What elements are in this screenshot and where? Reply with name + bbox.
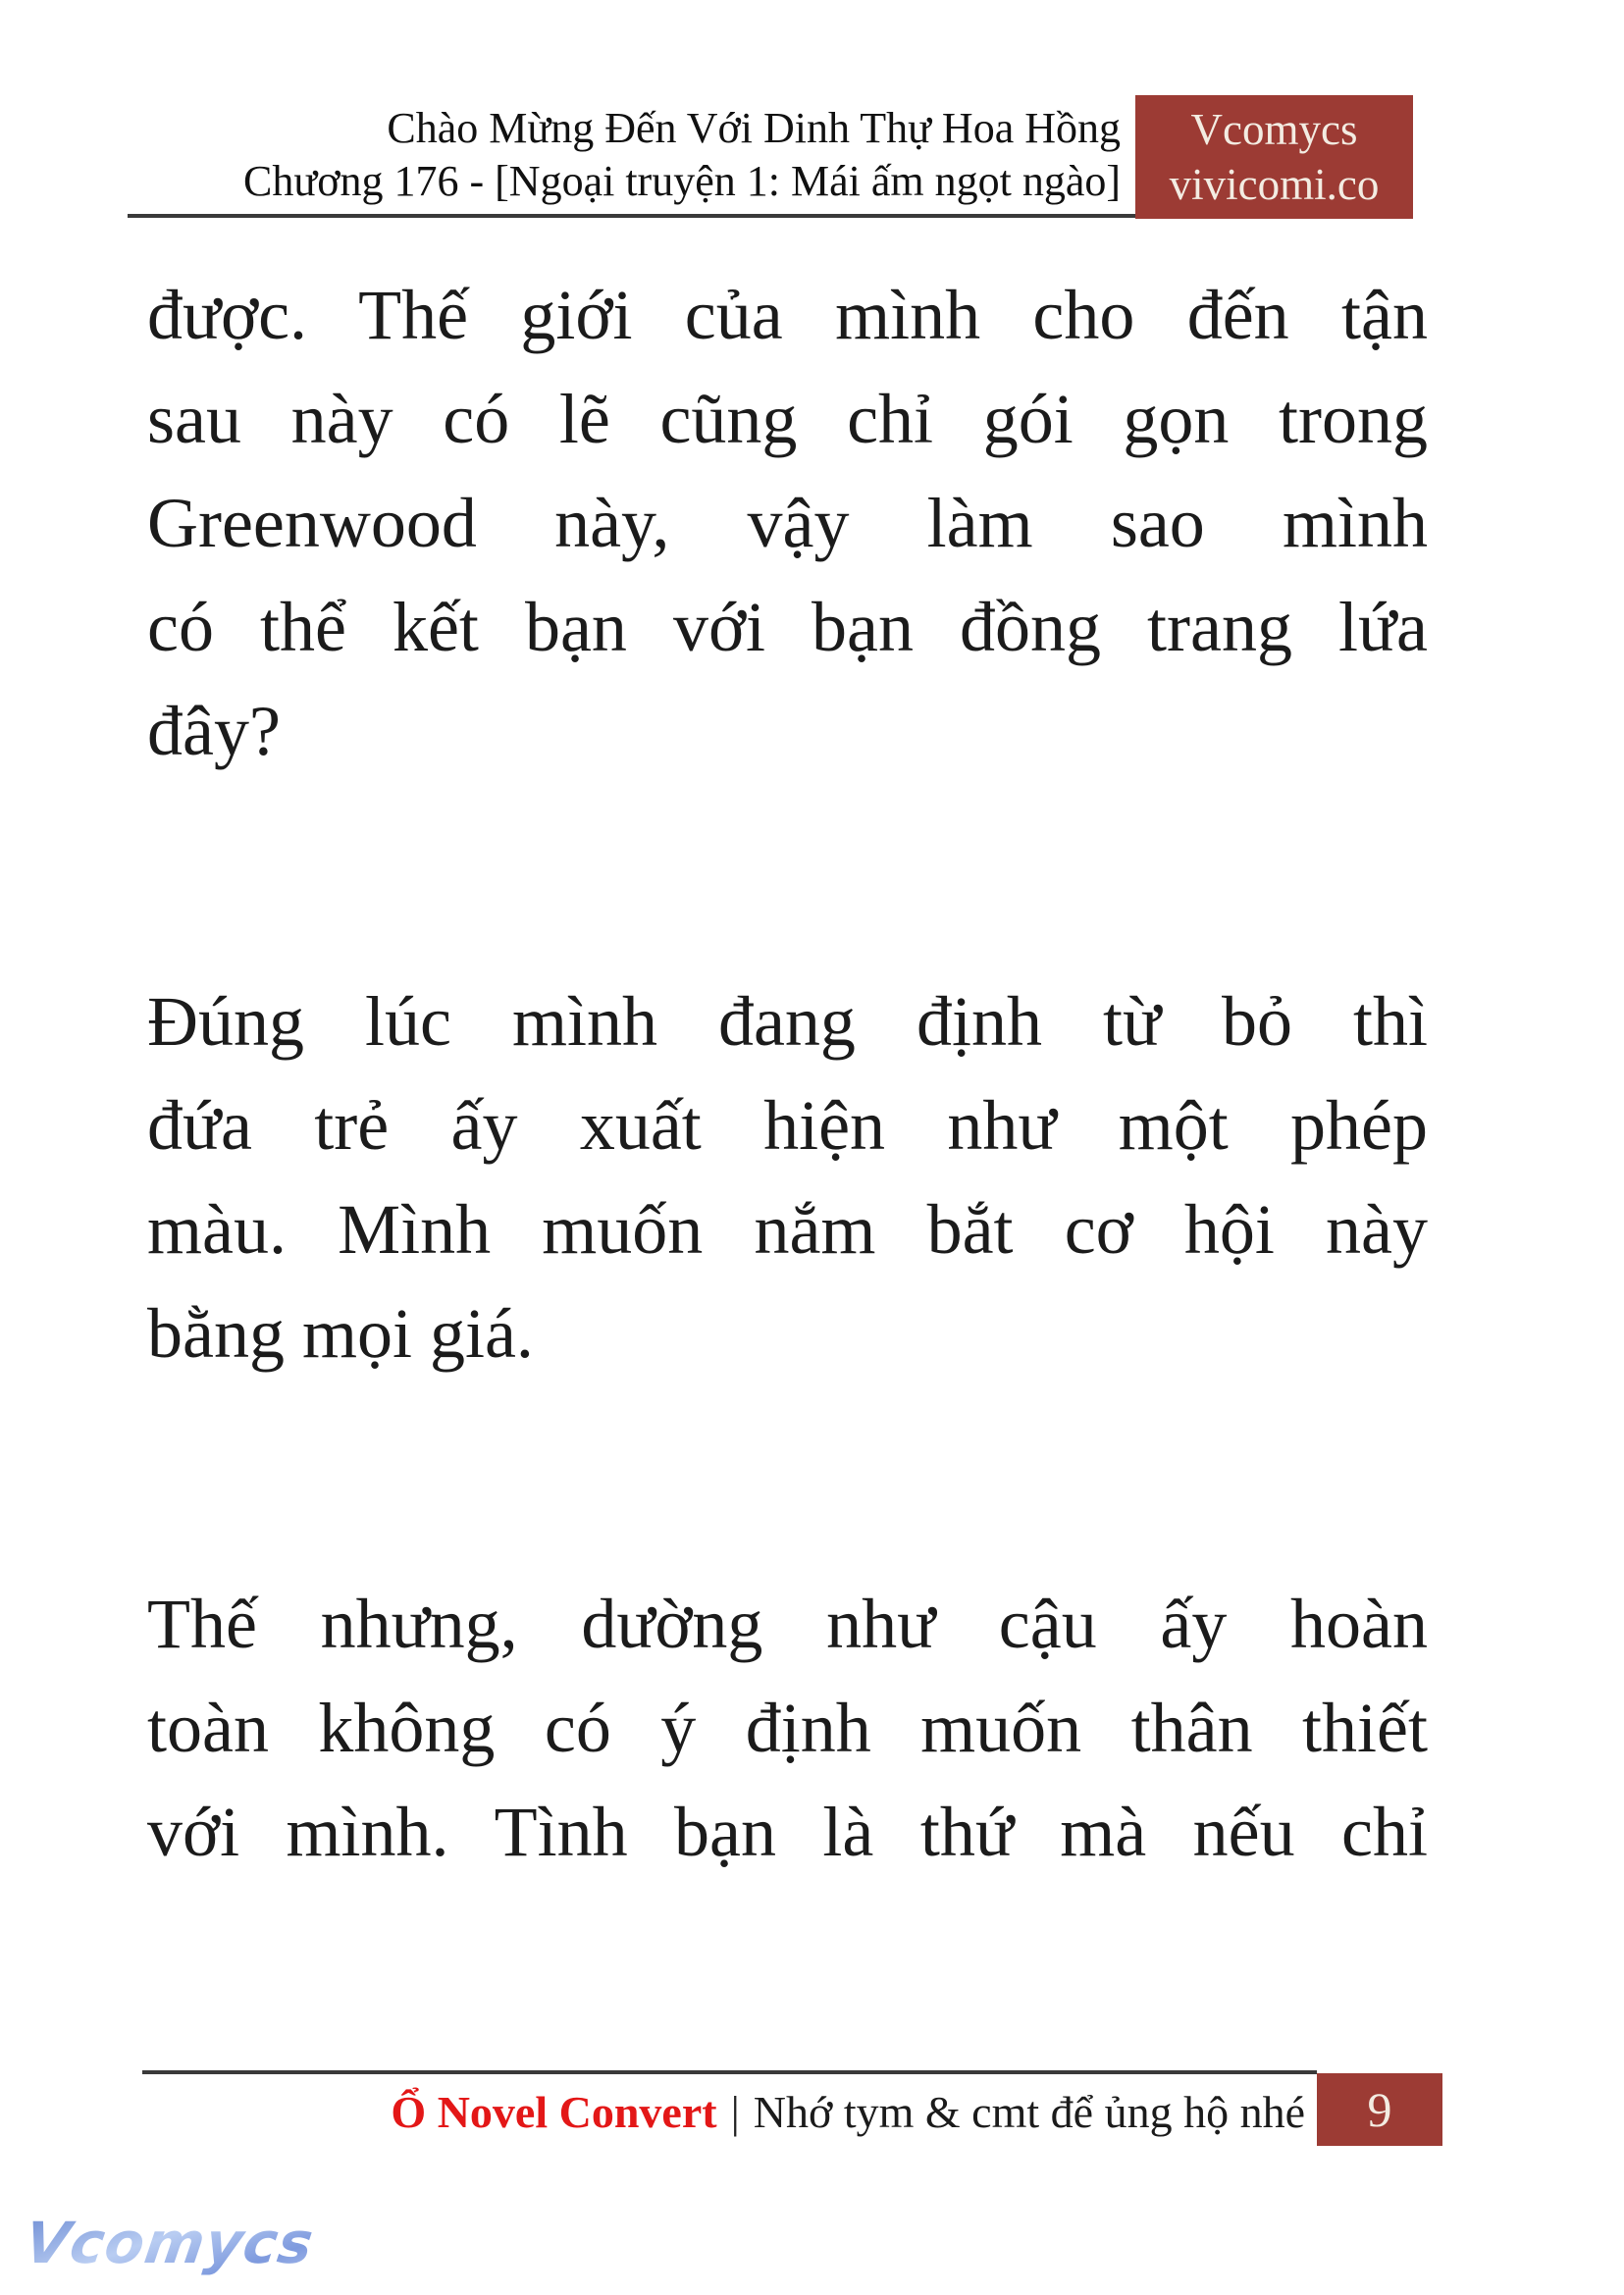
footer-note: Nhớ tym & cmt để ủng hộ nhé — [753, 2087, 1305, 2137]
body-line: có thể kết bạn với bạn đồng trang lứa — [147, 588, 1428, 666]
body-line: với mình. Tình bạn là thứ mà nếu chỉ — [147, 1793, 1428, 1871]
body-line: Đúng lúc mình đang định từ bỏ thì — [147, 982, 1428, 1061]
footer-brand: Ổ Novel Convert — [391, 2087, 717, 2137]
vcomycs-logo: Vcomycs — [21, 2210, 319, 2276]
footer-divider — [142, 2070, 1317, 2074]
body-line: sau này có lẽ cũng chỉ gói gọn trong — [147, 380, 1428, 458]
body-text — [147, 263, 1428, 1884]
paragraph — [147, 969, 1428, 1385]
page-number: 9 — [1367, 2082, 1392, 2137]
header-brand-box — [1135, 95, 1413, 219]
brand-site: vivicomi.co — [1169, 160, 1380, 209]
header-divider — [128, 214, 1135, 218]
body-line: màu. Mình muốn nắm bắt cơ hội này — [147, 1190, 1428, 1269]
brand-name: Vcomycs — [1190, 105, 1358, 154]
body-line: đây? — [147, 692, 281, 770]
page-number-badge — [1317, 2073, 1442, 2146]
chapter-header — [128, 102, 1121, 208]
body-line: toàn không có ý định muốn thân thiết — [147, 1689, 1428, 1767]
body-line: được. Thế giới của mình cho đến tận — [147, 276, 1428, 354]
paragraph — [147, 1572, 1428, 1884]
book-title: Chào Mừng Đến Với Dinh Thự Hoa Hồng — [387, 104, 1121, 152]
chapter-title: Chương 176 - [Ngoại truyện 1: Mái ấm ngọt ngào] — [243, 157, 1121, 205]
body-line: Greenwood này, vậy làm sao mình — [147, 484, 1428, 562]
footer-credit — [391, 2084, 1305, 2141]
body-line: Thế nhưng, dường như cậu ấy hoàn — [147, 1585, 1428, 1663]
body-line: đứa trẻ ấy xuất hiện như một phép — [147, 1086, 1428, 1165]
footer-separator: | — [730, 2087, 740, 2137]
body-line: bằng mọi giá. — [147, 1294, 534, 1373]
paragraph — [147, 263, 1428, 783]
